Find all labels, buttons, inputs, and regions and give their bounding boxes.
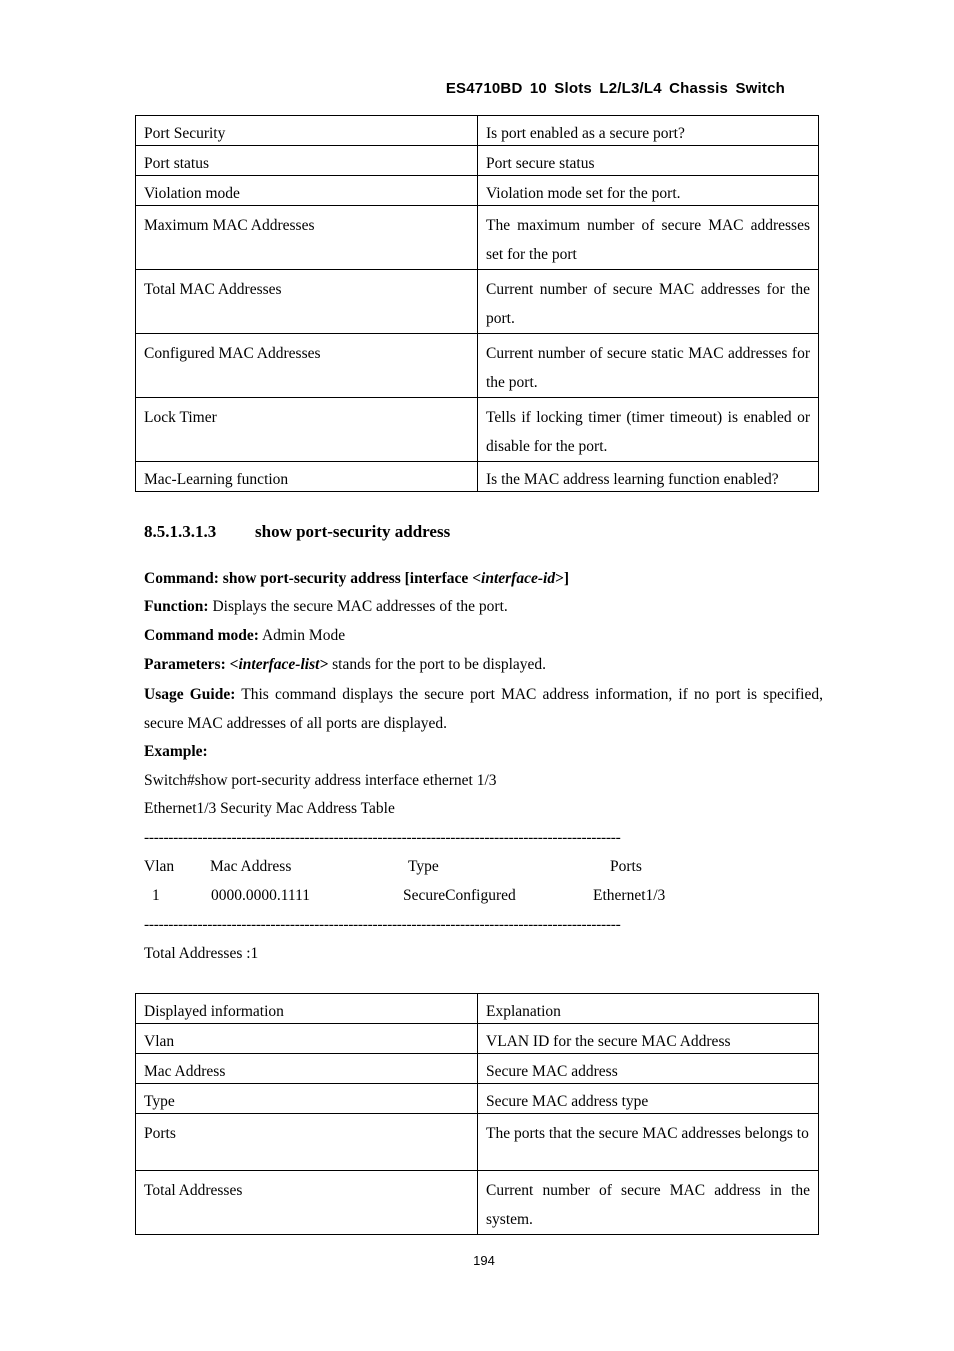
table-cell: Displayed information <box>136 994 478 1024</box>
table-cell: The maximum number of secure MAC addresses set for the port <box>478 206 819 270</box>
table-row <box>136 116 819 146</box>
parameters-param: <interface-list> <box>225 656 329 673</box>
mode-label: Command mode: <box>144 627 259 644</box>
command-label: Command: <box>144 570 219 587</box>
example-col-mac: Mac Address <box>210 858 292 875</box>
table-cell: Secure MAC address <box>478 1054 819 1084</box>
table-cell: The ports that the secure MAC addresses belongs to <box>478 1114 819 1171</box>
command-close: >] <box>555 570 570 587</box>
table-cell: Port secure status <box>478 146 819 176</box>
section-heading <box>144 522 450 542</box>
mode-text: Admin Mode <box>258 627 346 644</box>
mode-line <box>144 627 345 645</box>
table-row <box>136 994 819 1024</box>
port-security-info-table <box>135 115 819 492</box>
page-number: 194 <box>473 1253 495 1268</box>
table-cell: Violation mode set for the port. <box>478 176 819 206</box>
example-total: Total Addresses :1 <box>144 945 259 962</box>
table-cell: Secure MAC address type <box>478 1084 819 1114</box>
table-row <box>136 1024 819 1054</box>
table-cell: Current number of secure static MAC addresses for the port. <box>478 334 819 398</box>
command-line <box>144 570 569 588</box>
usage-guide <box>144 680 823 738</box>
table-row <box>136 176 819 206</box>
page-header: ES4710BD 10 Slots L2/L3/L4 Chassis Switch <box>445 80 785 97</box>
table-cell: Current number of secure MAC address in the system. <box>478 1171 819 1235</box>
example-table-title: Ethernet1/3 Security Mac Address Table <box>144 800 395 817</box>
table-row <box>136 1171 819 1235</box>
table-cell: Port status <box>136 146 478 176</box>
function-line <box>144 598 508 616</box>
command-param: interface-id <box>481 570 556 587</box>
table-cell: Is the MAC address learning function enabled? <box>478 462 819 492</box>
example-cell-type: SecureConfigured <box>403 887 516 904</box>
command-text: show port-security address [interface < <box>222 570 482 587</box>
section-number: 8.5.1.3.1.3 <box>144 522 217 541</box>
table-cell: Tells if locking timer (timer timeout) is enabled or disable for the port. <box>478 398 819 462</box>
table-cell: Configured MAC Addresses <box>136 334 478 398</box>
table-cell: Lock Timer <box>136 398 478 462</box>
example-col-ports: Ports <box>610 858 642 875</box>
table-cell: Maximum MAC Addresses <box>136 206 478 270</box>
dashed-divider: -------------------------------------------------------------------------------------------------- <box>144 829 621 846</box>
dashed-divider: -------------------------------------------------------------------------------------------------- <box>144 916 621 933</box>
usage-label: Usage Guide: <box>144 686 236 703</box>
function-text: Displays the secure MAC addresses of the port. <box>208 598 508 615</box>
example-cell-vlan: 1 <box>152 887 160 904</box>
table-cell: Total MAC Addresses <box>136 270 478 334</box>
parameters-text: stands for the port to be displayed. <box>328 656 547 673</box>
table-row <box>136 1114 819 1171</box>
table-cell: Total Addresses <box>136 1171 478 1235</box>
table-row <box>136 1054 819 1084</box>
table-cell: Mac Address <box>136 1054 478 1084</box>
section-title: show port-security address <box>255 522 451 541</box>
example-command: Switch#show port-security address interface ethernet 1/3 <box>144 772 497 789</box>
table-row <box>136 334 819 398</box>
table-row <box>136 270 819 334</box>
parameters-line <box>144 656 546 674</box>
table-row <box>136 1084 819 1114</box>
table-cell: Port Security <box>136 116 478 146</box>
table-cell: Explanation <box>478 994 819 1024</box>
parameters-label: Parameters: <box>144 656 226 673</box>
table-cell: Vlan <box>136 1024 478 1054</box>
table-cell: Mac-Learning function <box>136 462 478 492</box>
function-label: Function: <box>144 598 209 615</box>
table-cell: Type <box>136 1084 478 1114</box>
table-cell: Ports <box>136 1114 478 1171</box>
table-row <box>136 398 819 462</box>
example-col-vlan: Vlan <box>144 858 175 875</box>
table-cell: VLAN ID for the secure MAC Address <box>478 1024 819 1054</box>
address-info-table <box>135 993 819 1235</box>
table-row <box>136 146 819 176</box>
example-label: Example: <box>144 743 208 760</box>
table-cell: Current number of secure MAC addresses for the port. <box>478 270 819 334</box>
usage-text: This command displays the secure port MAC address information, if no port is specified, secure MAC addresses of all ports are displayed. <box>144 686 823 732</box>
table-row <box>136 206 819 270</box>
table-cell: Is port enabled as a secure port? <box>478 116 819 146</box>
example-cell-mac: 0000.0000.1111 <box>211 887 311 904</box>
example-cell-ports: Ethernet1/3 <box>593 887 666 904</box>
table-row <box>136 462 819 492</box>
example-col-type: Type <box>408 858 439 875</box>
table-cell: Violation mode <box>136 176 478 206</box>
